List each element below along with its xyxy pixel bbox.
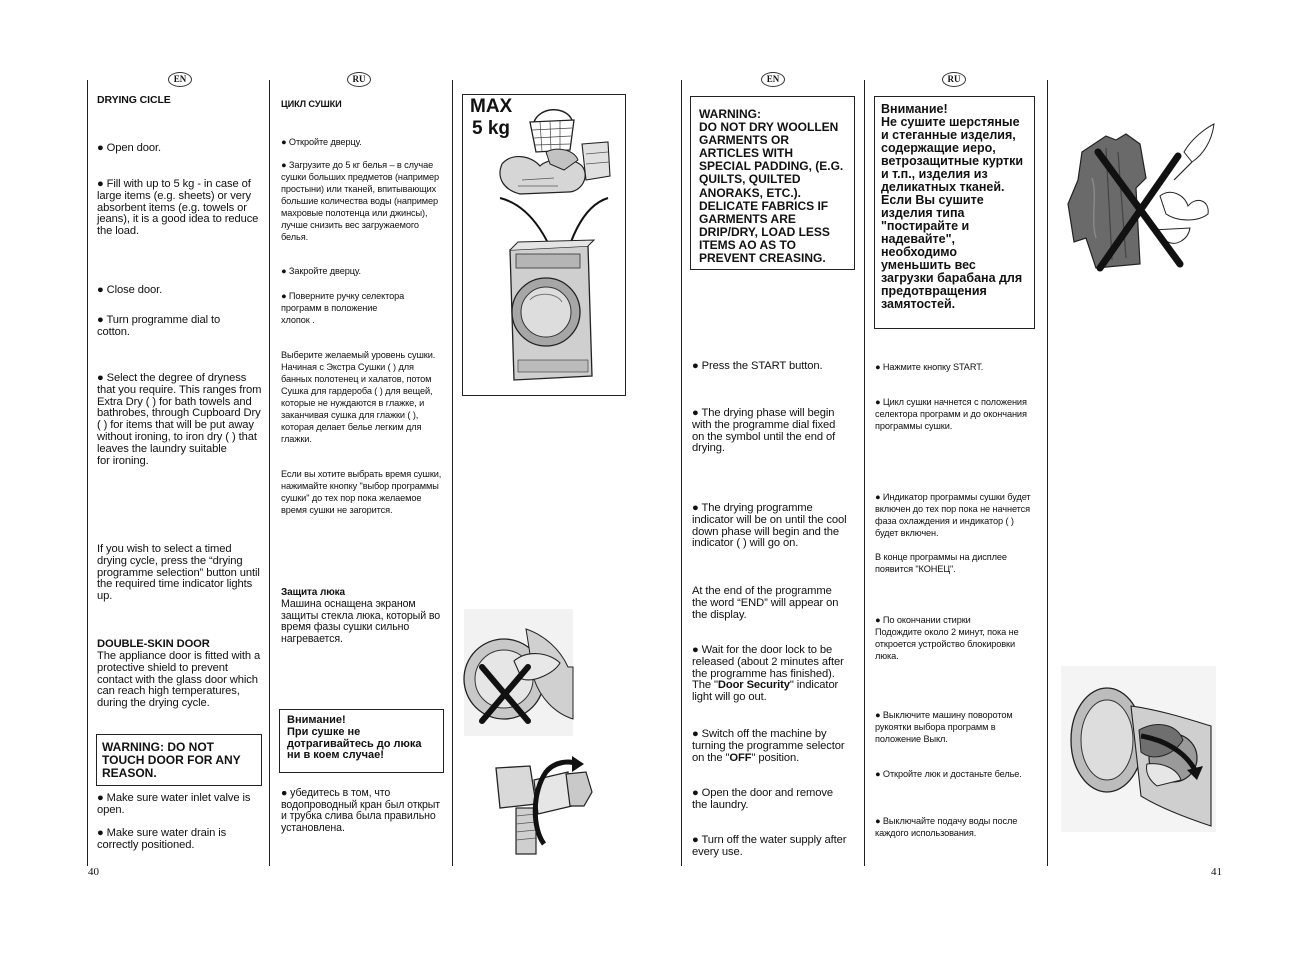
- subsection-title: Защита люка: [281, 587, 346, 598]
- section-title: ЦИКЛ СУШКИ: [281, 99, 342, 109]
- load-weight-label: 5 kg: [472, 118, 511, 139]
- door-security-post: " indicator light will go out.: [692, 679, 839, 704]
- laundry-basket-illustration: [462, 94, 626, 396]
- instruction-press-start: ● Нажмите кнопку START.: [875, 362, 984, 372]
- no-wool-garments-illustration: [1066, 118, 1216, 278]
- instruction-open-door: ● Open door.: [97, 142, 162, 154]
- column-divider: [864, 80, 865, 866]
- warning-text: WARNING: DO NOT DRY WOOLLEN GARMENTS OR ARTICLES WITH SPECIAL PADDING, (E.G. QUILTS, QUILTED ANORAKS, ETC.). DELICATE FABRICS IF GARMENTS ARE DRIP/DRY, LOAD LESS ITEMS AO AS TO PREVENT CREASING.: [699, 107, 844, 266]
- column-divider: [87, 80, 88, 866]
- subsection-title: DOUBLE-SKIN DOOR: [97, 638, 210, 650]
- unload-laundry-illustration: [1061, 666, 1216, 832]
- off-label: OFF: [729, 751, 752, 764]
- page-number: 41: [1211, 866, 1222, 878]
- door-lock-text: ● Wait for the door lock to be released (about 2 minutes after the programme has finished).: [692, 644, 844, 680]
- warning-box: [96, 734, 262, 786]
- max-label: MAX: [470, 96, 513, 117]
- instruction-close-door: ● Закройте дверцу.: [281, 266, 361, 276]
- instruction-water-check: ● убедитесь в том, что водопроводный кран был открыт и трубка слива была правильно установлена.: [281, 787, 441, 834]
- instruction-dryness: ● Select the degree of dryness that you require. This ranges from Extra Dry ( ) for bath towels and bathrobes, through Cupboard Dry ( ) for items that will be put away without ironing, to iron dry ( ) that leaves the laundry suitable for ironing.: [97, 372, 262, 467]
- instruction-fill: ● Fill with up to 5 kg - in case of large items (e.g. sheets) or very absorbent items (e.g. towels or jeans), it is a good idea to reduce the load.: [97, 178, 259, 238]
- instruction-dryness: Выберите желаемый уровень сушки. Начиная с Экстра Сушки ( ) для банных полотенец и халатов, потом Сушка для гардероба ( ) для вещей, которые не нуждаются в глажке, и заканчивая сушка для глажки ( ), которая делает белье легким для глажки.: [281, 350, 436, 444]
- column-divider: [1047, 80, 1048, 866]
- column-divider: [681, 80, 682, 866]
- instruction-water-drain: ● Make sure water drain is correctly positioned.: [97, 827, 227, 851]
- warning-box: [690, 96, 855, 270]
- language-badge-en: EN: [168, 72, 192, 87]
- column-divider: [269, 80, 270, 866]
- water-tap-illustration: [488, 752, 600, 862]
- instruction-switch-off: [692, 729, 852, 764]
- instruction-turn-dial: ● Поверните ручку селектора программ в положение хлопок .: [281, 291, 405, 325]
- instruction-end-display: В конце программы на дисплее появится "КОНЕЦ".: [875, 552, 1007, 574]
- instruction-water-inlet: ● Make sure water inlet valve is open.: [97, 792, 251, 816]
- instruction-water-supply: ● Выключайте подачу воды после каждого использования.: [875, 816, 1018, 838]
- instruction-fill: ● Загрузите до 5 кг белья – в случае сушки больших предметов (например простыни) или тканей, впитывающих большие количества воды (например махровые полотенца или джинсы), лучше снизить вес загружаемого белья.: [281, 160, 440, 242]
- instruction-drying-start: ● Цикл сушки начнется с положения селектора программ и до окончания программы сушки.: [875, 397, 1027, 431]
- warning-text: Внимание! При сушке не дотрагивайтесь до люка ни в коем случае!: [287, 714, 422, 762]
- door-protection-text: Машина оснащена экраном защиты стекла люка, который во время фазы сушки сильно нагревается.: [281, 598, 441, 645]
- instruction-cool-down: ● Индикатор программы сушки будет включен до тех пор пока не начнется фаза охлаждения и индикатор ( ) будет включен.: [875, 492, 1031, 538]
- door-security-label: Door Security: [717, 679, 790, 692]
- instruction-open-door: ● Откройте дверцу.: [281, 137, 362, 147]
- instruction-drying-phase: ● The drying phase will begin with the programme dial fixed on the symbol until the end of drying.: [692, 407, 836, 455]
- instruction-timed-cycle: If you wish to select a timed drying cycle, press the “drying programme selection” button until the required time indicator lights up.: [97, 543, 260, 603]
- instruction-remove-laundry: ● Откройте люк и достаньте белье.: [875, 769, 1022, 779]
- instruction-turn-dial: ● Turn programme dial to cotton.: [97, 314, 221, 338]
- warning-box: [279, 709, 444, 773]
- language-badge-ru: RU: [347, 72, 371, 87]
- instruction-end-display: At the end of the programme the word “END” will appear on the display.: [692, 585, 839, 621]
- warning-box: [874, 96, 1035, 329]
- switch-off-post: " position.: [751, 751, 800, 764]
- instruction-water-supply: ● Turn off the water supply after every use.: [692, 834, 847, 858]
- instruction-switch-off: ● Выключите машину поворотом рукоятки выбора программ в положение Выкл.: [875, 710, 1013, 744]
- instruction-close-door: ● Close door.: [97, 284, 163, 296]
- section-title: DRYING CICLE: [97, 94, 171, 106]
- hot-door-warning-illustration: [464, 609, 573, 736]
- warning-text: WARNING: DO NOT TOUCH DOOR FOR ANY REASON.: [102, 740, 241, 781]
- instruction-remove-laundry: ● Open the door and remove the laundry.: [692, 787, 833, 811]
- instruction-press-start: ● Press the START button.: [692, 360, 823, 372]
- page-number: 40: [88, 866, 99, 878]
- door-security-pre: The ": [692, 679, 718, 692]
- instruction-timed-cycle: Если вы хотите выбрать время сушки, нажимайте кнопку "выбор программы сушки" до тех пор пока желаемое время сушки не загорится.: [281, 469, 442, 515]
- warning-text: Внимание! Не сушите шерстяные и стеганные изделия, содержащие иеро, ветрозащитные куртки и т.п., изделия из деликатных тканей. Если Вы сушите изделия типа "постирайте и надевайте", необходимо уменьшить вес загрузки барабана для предотвращения замятостей.: [881, 102, 1024, 311]
- double-skin-door-text: The appliance door is fitted with a protective shield to prevent contact with the glass door which can reach high temperatures, during the drying cycle.: [97, 650, 261, 710]
- switch-off-pre: ● Switch off the machine by turning the programme selector on the ": [692, 728, 845, 764]
- language-badge-ru: RU: [942, 72, 966, 87]
- language-badge-en: EN: [761, 72, 785, 87]
- column-divider: [452, 80, 453, 866]
- instruction-door-lock: ● По окончании стирки Подождите около 2 минут, пока не откроется устройство блокировки люка.: [875, 615, 1019, 661]
- instruction-door-lock: [692, 645, 852, 704]
- instruction-cool-down: ● The drying programme indicator will be on until the cool down phase will begin and the indicator ( ) will go on.: [692, 502, 847, 550]
